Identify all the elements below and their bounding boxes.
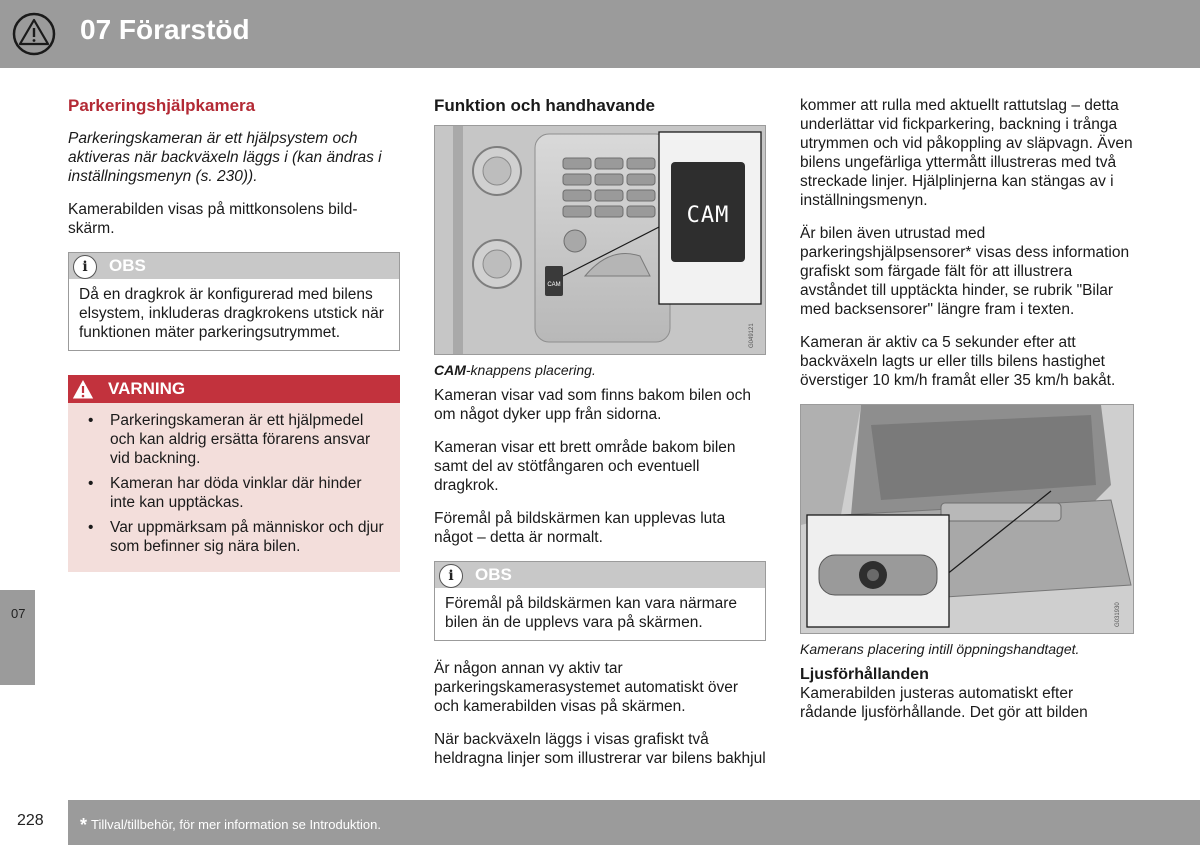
asterisk-icon: *	[80, 815, 88, 835]
warning-header	[68, 375, 400, 403]
warning-list-item	[80, 474, 390, 512]
chapter-side-tab	[0, 590, 35, 685]
paragraph: Kameran är aktiv ca 5 sekunder efter att backväxeln lagts ur eller tills bilens hastighet överstiger 10 km/h framåt eller 35 km/h bakåt.	[800, 334, 1116, 389]
obs-note-label: OBS	[475, 565, 512, 584]
obs-note-header	[69, 253, 399, 279]
bullet-icon: •	[88, 475, 94, 492]
warning-icon	[70, 377, 96, 401]
rear-camera-illustration	[801, 405, 1133, 633]
info-icon: i	[73, 255, 97, 279]
paragraph: När backväxeln läggs i visas grafiskt två heldragna linjer som illustrerar var bilens bakhjul	[434, 731, 766, 767]
figure-caption	[434, 361, 766, 380]
section-title: Parkeringshjälpkamera	[68, 96, 256, 115]
footer-note	[80, 815, 381, 836]
paragraph: kommer att rulla med aktuellt rattutslag – detta underlättar vid fickparkering, backning i trånga utrymmen och vid påkoppling av släpvagn. Även bilens ungefärliga yttermått illustreras med två streckade linjer. Hjälplinjerna kan stängas av i inställningsmenyn.	[800, 97, 1133, 209]
figure-cam-button-label: CAM	[686, 203, 730, 228]
subsection-title: Ljusförhållanden	[800, 666, 929, 683]
figure-small-cam-label: CAM	[547, 282, 561, 288]
obs-note-text: Då en dragkrok är konfigurerad med bilens elsystem, inkluderas dragkrokens utstick när funktionen mäter parkeringsutrymmet.	[79, 286, 384, 341]
bullet-icon: •	[88, 412, 94, 429]
rear-camera-figure	[800, 404, 1134, 634]
section-title: Funktion och handhavande	[434, 96, 656, 115]
bullet-icon: •	[88, 519, 94, 536]
column-1	[68, 96, 400, 572]
page-footer	[68, 800, 1200, 845]
paragraph: Är någon annan vy aktiv tar parkeringskamerasystemet automatiskt över och kamerabilden visas på skärmen.	[434, 660, 739, 715]
warning-label: VARNING	[108, 379, 186, 398]
warning-item-text: Kameran har döda vinklar där hinder inte kan upptäckas.	[110, 475, 362, 511]
column-2	[434, 96, 766, 782]
warning-list-item	[80, 411, 390, 468]
center-console-figure	[434, 125, 766, 355]
paragraph: Kamerabilden visas på mittkonsolens bild-skärm.	[68, 201, 358, 237]
caption-bold: CAM	[434, 362, 466, 378]
chapter-side-tab-label: 07	[11, 606, 26, 621]
obs-note-label: OBS	[109, 256, 146, 275]
intro-paragraph: Parkeringskameran är ett hjälpsystem och aktiveras när backväxeln läggs i (kan ändras i inställningsmenyn (s. 230)).	[68, 130, 382, 185]
page-header	[0, 0, 1200, 68]
warning-list-item	[80, 518, 390, 556]
figure-code: G049121	[749, 323, 755, 348]
warning-triangle-icon	[0, 0, 68, 68]
caption-text: -knappens placering.	[465, 362, 596, 378]
footer-note-text: Tillval/tillbehör, för mer information se Introduktion.	[91, 817, 381, 832]
paragraph: Kameran visar ett brett område bakom bilen samt del av stötfångaren och eventuell dragkrok.	[434, 439, 736, 494]
chapter-title: 07 Förarstöd	[80, 14, 250, 45]
paragraph: Föremål på bildskärmen kan upplevas luta något – detta är normalt.	[434, 510, 726, 546]
obs-note-box	[434, 561, 766, 641]
warning-item-text: Var uppmärksam på människor och djur som befinner sig nära bilen.	[110, 519, 384, 555]
figure-code: G031930	[1115, 602, 1121, 627]
warning-item-text: Parkeringskameran är ett hjälpmedel och kan aldrig ersätta förarens ansvar vid backning.	[110, 412, 371, 467]
page-number: 228	[17, 812, 44, 829]
paragraph: Är bilen även utrustad med parkeringshjälpsensorer* visas dess information grafiskt som färgade fält för att illustrera avståndet till upptäckta hinder, se rubrik "Bilar med backsensorer" längre fram i texten.	[800, 225, 1130, 318]
info-icon: i	[439, 564, 463, 588]
column-3	[800, 96, 1134, 736]
obs-note-header	[435, 562, 765, 588]
obs-note-text: Föremål på bildskärmen kan vara närmare bilen än de upplevs vara på skärmen.	[445, 595, 738, 631]
obs-note-box	[68, 252, 400, 351]
paragraph: Kameran visar vad som finns bakom bilen och om något dyker upp från sidorna.	[434, 387, 752, 423]
paragraph: Kamerabilden justeras automatiskt efter rådande ljusförhållande. Det gör att bilden	[800, 685, 1088, 721]
warning-box	[68, 375, 400, 572]
center-console-illustration	[435, 126, 765, 354]
warning-list	[68, 403, 400, 572]
figure-caption: Kamerans placering intill öppningshandtaget.	[800, 641, 1080, 657]
